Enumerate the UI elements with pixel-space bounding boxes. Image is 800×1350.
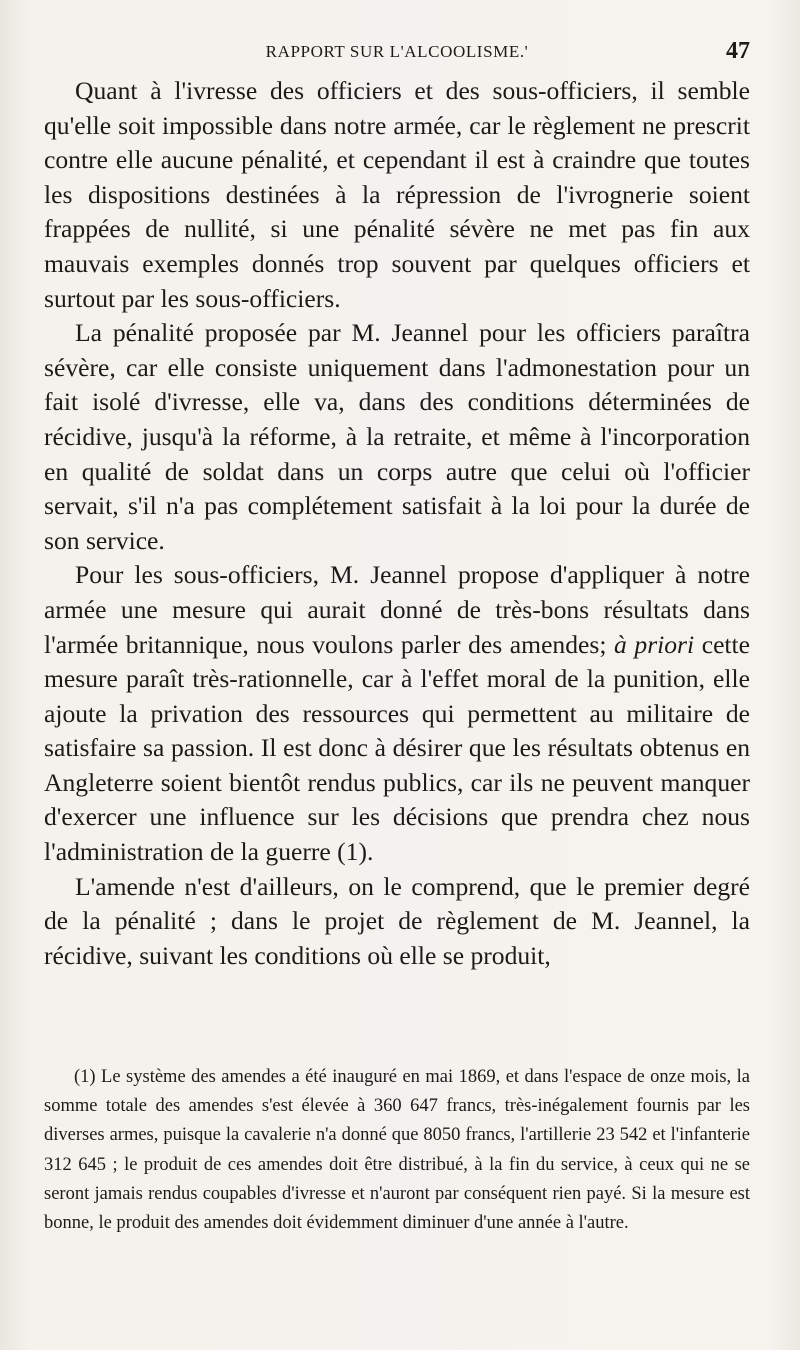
running-head bbox=[44, 38, 750, 68]
paragraph-text: Pour les sous-officiers, M. Jeannel propose d'appliquer à notre armée une mesure qui aurait donné de très-bons résultats dans l'armée britannique, nous voulons parler des amendes; bbox=[44, 560, 750, 659]
paragraph-penalty-officers: La pénalité proposée par M. Jeannel pour les officiers paraîtra sévère, car elle consiste uniquement dans l'admonestation pour un fait isolé d'ivresse, elle va, dans des conditions déterminées de récidive, jusqu'à la réforme, à la retraite, et même à l'incorporation en qualité de soldat dans un corps autre que celui où l'officier servait, s'il n'a pas complétement satisfait à la loi pour la durée de son service. bbox=[44, 318, 750, 555]
footnote bbox=[44, 1063, 750, 1238]
paragraph-officers: Quant à l'ivresse des officiers et des sous-officiers, il semble qu'elle soit impossible dans notre armée, car le règlement ne prescrit contre elle aucune pénalité, et cependant il est à craindre que toutes les dispositions destinées à la répression de l'ivrognerie soient frappées de nullité, si une pénalité sévère ne met pas fin aux mauvais exemples donnés trop souvent par quelques officiers et surtout par les sous-officiers. bbox=[44, 76, 750, 313]
body-text bbox=[44, 74, 750, 973]
paragraph-sous-officiers bbox=[44, 558, 750, 869]
running-title: RAPPORT SUR L'ALCOOLISME.' bbox=[265, 42, 529, 61]
emphasis-text: à priori bbox=[614, 629, 695, 659]
paragraph-text: cette mesure paraît très-rationnelle, car à l'effet moral de la punition, elle ajoute la privation des ressources qui permettent au militaire de satisfaire sa passion. Il est donc à désirer que les résultats obtenus en Angleterre soient bientôt rendus publics, car ils ne peuvent manquer d'exercer une influence sur les décisions que prendra chez nous l'administration de la guerre (1). bbox=[44, 629, 751, 867]
page-number: 47 bbox=[726, 38, 750, 64]
paragraph-amende: L'amende n'est d'ailleurs, on le comprend, que le premier degré de la pénalité ; dans le projet de règlement de M. Jeannel, la récidive, suivant les conditions où elle se produit, bbox=[44, 871, 750, 970]
footnote-text: (1) Le système des amendes a été inauguré en mai 1869, et dans l'espace de onze mois, la somme totale des amendes s'est élevée à 360 647 francs, très-inégalement fournis par les diverses armes, puisque la cavalerie n'a donné que 8050 francs, l'artillerie 23 542 et l'infanterie 312 645 ; le produit de ces amendes doit être distribué, à la fin du service, à ceux qui ne se seront jamais rendus coupables d'ivresse et n'auront par conséquent rien payé. Si la mesure est bonne, le produit des amendes doit évidemment diminuer d'une année à l'autre. bbox=[44, 1067, 750, 1234]
